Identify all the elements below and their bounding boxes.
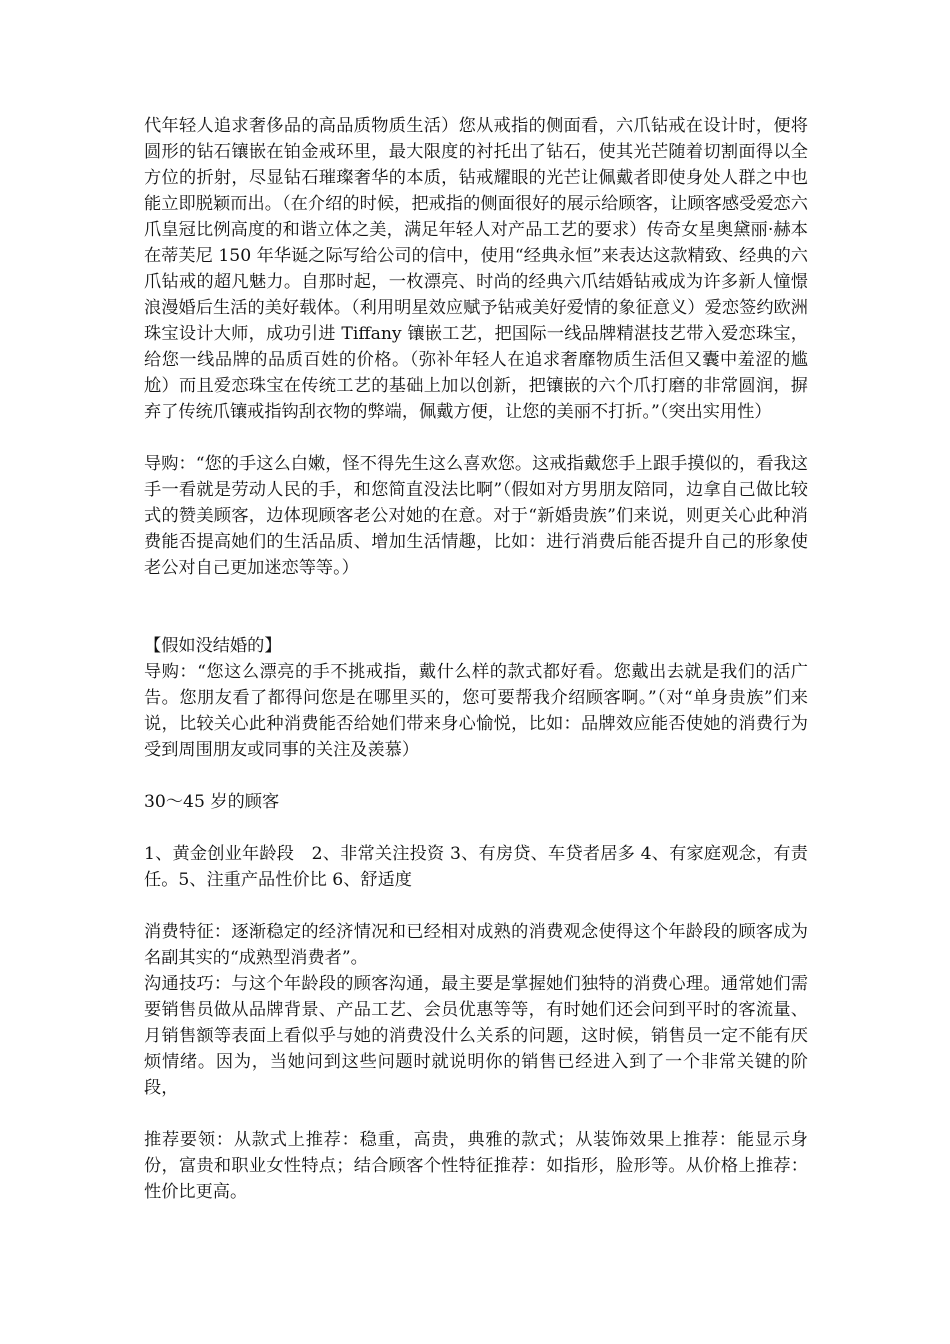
document-page [144,113,808,1205]
paragraph-recommendation-tips: 推荐要领：从款式上推荐：稳重，高贵，典雅的款式；从装饰效果上推荐：能显示身份，富贵和职业女性特点；结合顾客个性特征推荐：如指形，脸形等。从价格上推荐：性价比更高。 [144,1130,808,1202]
heading-unmarried: 【假如没结婚的】 [144,636,282,656]
spacer [144,425,808,451]
spacer [144,581,808,633]
spacer [144,815,808,841]
heading-age-group: 30～45 岁的顾客 [144,792,280,812]
paragraph-married-compliment: 导购：“您的手这么白嫩，怪不得先生这么喜欢您。这戒指戴您手上跟手摸似的，看我这手一看就是劳动人民的手，和您简直没法比啊”（假如对方男朋友陪同，边拿自己做比较式的赞美顾客，边体现顾客老公对她的在意。对于“新婚贵族”们来说，则更关心此种消费能否提高她们的生活品质、增加生活情趣，比如：进行消费后能否提升自己的形象使老公对自己更加迷恋等等。） [144,454,808,578]
spacer [144,893,808,919]
spacer [144,763,808,789]
paragraph-ring-side-view: 代年轻人追求奢侈品的高品质物质生活）您从戒指的侧面看，六爪钻戒在设计时，便将圆形的钻石镶嵌在铂金戒环里，最大限度的衬托出了钻石，使其光芒随着切割面得以全方位的折射，尽显钻石璀璨奢华的本质，钻戒耀眼的光芒让佩戴者即使身处人群之中也能立即脱颖而出。（在介绍的时候，把戒指的侧面很好的展示给顾客，让顾客感受爱恋六爪皇冠比例高度的和谐立体之美，满足年轻人对产品工艺的要求）传奇女星奥黛丽·赫本在蒂芙尼 150 年华诞之际写给公司的信中，使用“经典永恒”来表达这款精致、经典的六爪钻戒的超凡魅力。自那时起，一枚漂亮、时尚的经典六爪结婚钻戒成为许多新人憧憬浪漫婚后生活的美好载体。（利用明星效应赋予钻戒美好爱情的象征意义）爱恋签约欧洲珠宝设计大师，成功引进 Tiffany 镶嵌工艺，把国际一线品牌精湛技艺带入爱恋珠宝，给您一线品牌的品质百姓的价格。（弥补年轻人在追求奢靡物质生活但又囊中羞涩的尴尬）而且爱恋珠宝在传统工艺的基础上加以创新，把镶嵌的六个爪打磨的非常圆润，摒弃了传统爪镶戒指钩刮衣物的弊端，佩戴方便，让您的美丽不打折。”（突出实用性） [144,116,808,422]
paragraph-consumption-features: 消费特征：逐渐稳定的经济情况和已经相对成熟的消费观念使得这个年龄段的顾客成为名副其实的“成熟型消费者”。 [144,922,808,968]
paragraph-communication-skills: 沟通技巧：与这个年龄段的顾客沟通，最主要是掌握她们独特的消费心理。通常她们需要销售员做从品牌背景、产品工艺、会员优惠等等，有时她们还会问到平时的客流量、月销售额等表面上看似乎与她的消费没什么关系的问题，这时候，销售员一定不能有厌烦情绪。因为，当她问到这些问题时就说明你的销售已经进入到了一个非常关键的阶段， [144,974,808,1098]
spacer [144,1101,808,1127]
paragraph-age-traits: 1、黄金创业年龄段 2、非常关注投资 3、有房贷、车贷者居多 4、有家庭观念，有责任。5、注重产品性价比 6、舒适度 [144,844,808,890]
paragraph-unmarried-compliment: 导购：“您这么漂亮的手不挑戒指，戴什么样的款式都好看。您戴出去就是我们的活广告。您朋友看了都得问您是在哪里买的，您可要帮我介绍顾客啊。”（对“单身贵族”们来说，比较关心此种消费能否给她们带来身心愉悦，比如：品牌效应能否使她的消费行为受到周围朋友或同事的关注及羡慕） [144,662,808,760]
